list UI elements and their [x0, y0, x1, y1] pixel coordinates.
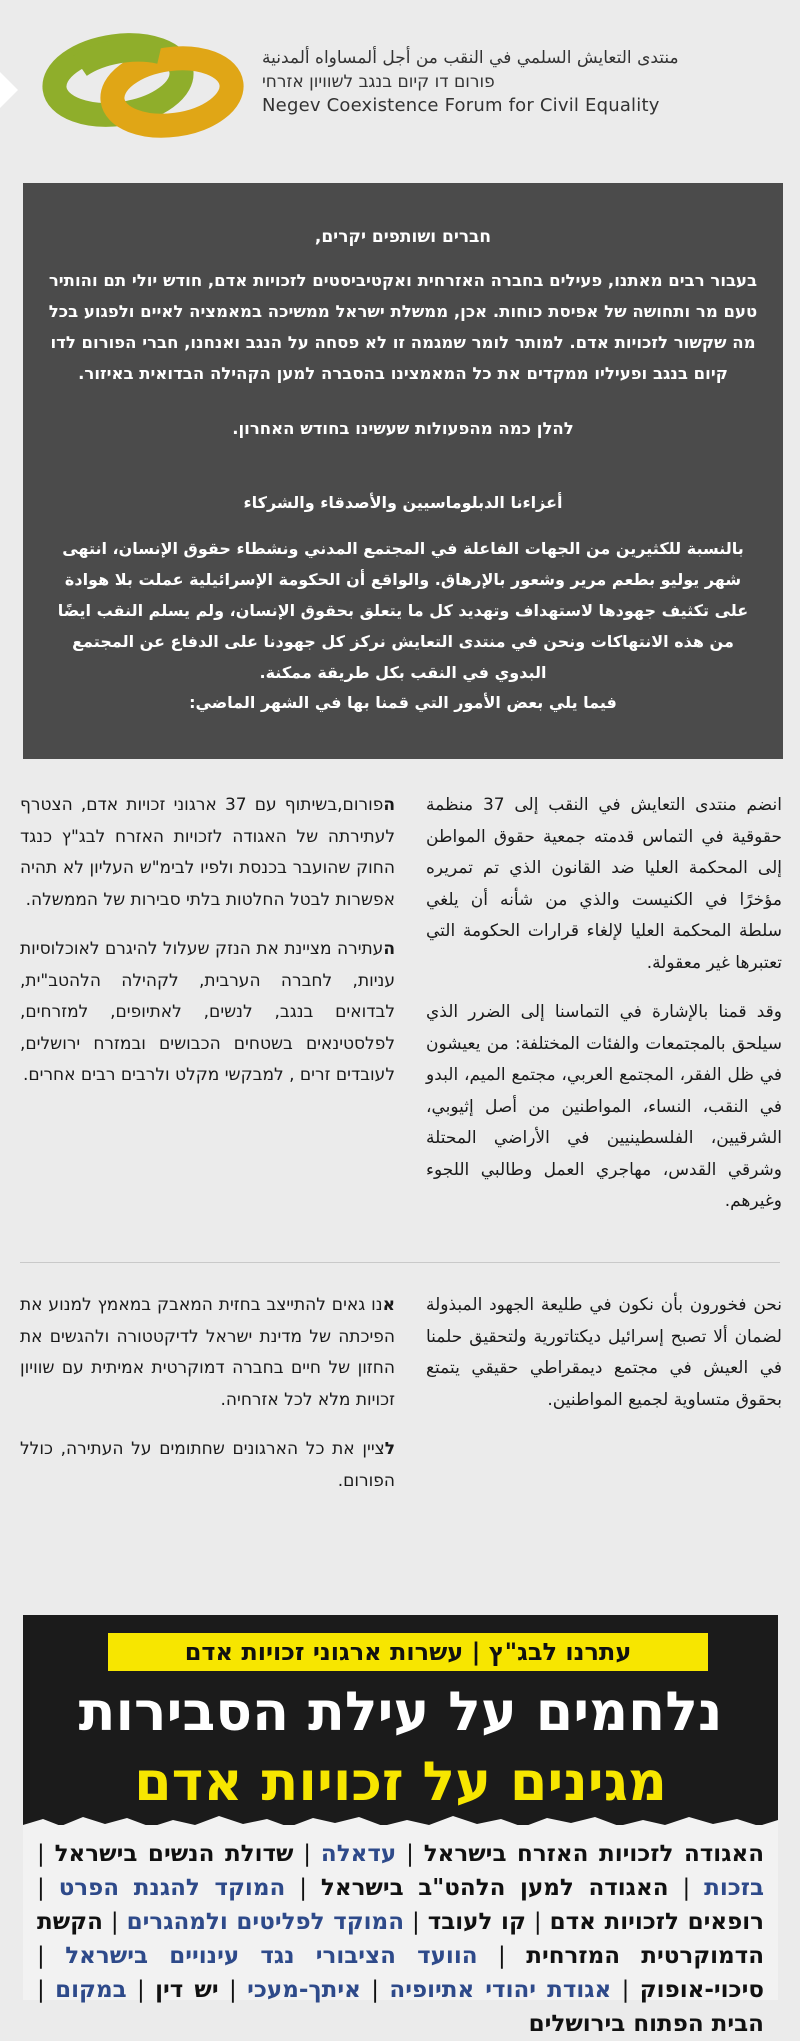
- poster-title: נלחמים על עילת הסבירות: [78, 1680, 723, 1743]
- separator: |: [126, 1977, 156, 2003]
- separator: |: [37, 1943, 66, 1969]
- greeting-arabic: أعزاءنا الدبلوماسيين والأصدقاء والشركاء: [243, 493, 563, 512]
- lead-letter: ל: [384, 1439, 395, 1459]
- poster-org-name: עדאלה: [320, 1841, 397, 1867]
- lead-letter: ה: [383, 795, 395, 815]
- democracy-section: [0, 1290, 800, 1570]
- poster-org-name: איתך-מעכי: [247, 1977, 361, 2003]
- separator: |: [477, 1943, 527, 1969]
- separator: |: [668, 1875, 705, 1901]
- separator: |: [293, 1841, 321, 1867]
- poster-org-name: אגודת יהודי אתיופיה: [389, 1977, 612, 2003]
- separator: |: [525, 1909, 550, 1935]
- paragraph-text: ציין את כל הארגונים שחתומים על העתירה, כולל הפורום.: [20, 1439, 395, 1491]
- paragraph-text: נו גאים להתייצב בחזית המאבק במאמץ למנוע את הפיכתה של מדינת ישראל לדיקטטורה ולהגשים את החזון של חיים בחברה דמוקרטית אמיתית עם שוויון זכויות מלא לכל אזרחיה.: [20, 1295, 395, 1410]
- arabic-column: [426, 1290, 782, 1434]
- poster-org-name: הבית הפתוח בירושלים: [528, 2011, 764, 2037]
- intro-subtitle-arabic: فيما يلي بعض الأمور التي قمنا بها في الشهر الماضي:: [189, 693, 617, 712]
- petition-poster: [23, 1615, 778, 2037]
- poster-banner-text: עתרנו לבג"ץ | עשרות ארגוני זכויות אדם: [184, 1638, 632, 1666]
- hebrew-column: [20, 1290, 395, 1515]
- forum-logo: [40, 30, 250, 140]
- poster-org-list: [37, 1837, 764, 2041]
- arabic-paragraph: انضم منتدى التعايش في النقب إلى 37 منظمة حقوقية في التماس قدمته جمعية حقوق المواطن إلى المحكمة العليا ضد القانون الذي تم تمريره مؤخرًا في الكنيست والذي من شأنه أن يلغي سلطة المحكمة العليا لإلغاء قرارات الحكومة التي تعتبرها غير معقولة.: [426, 795, 783, 973]
- paragraph-text: עתירה מציינת את הנזק שעלול להיגרם לאוכלוסיות עניות, לחברה הערבית, לקהילה הלהטב"ית, לבדואים בנגב, לנשים, לאתיופים, למזרחים, לפלסטינאים בשטחים הכבושים ובמזרח ירושלים, לעובדים זרים , למבקשי מקלט ולרבים רבים אחרים.: [20, 939, 395, 1085]
- poster-org-name: יש דין: [155, 1977, 219, 2003]
- poster-org-name: במקום: [55, 1977, 127, 2003]
- lead-letter: א: [382, 1295, 395, 1315]
- intro-paragraph-hebrew: בעבור רבים מאתנו, פעילים בחברה האזרחית ואקטיביסטים לזכויות אדם, חודש יולי תם והותיר טעם מר ותחושה של אפיסת כוחות. אכן, ממשלת ישראל ממשיכה במאמציה לאיים ולפגוע בכל מה שקשור לזכויות אדם. למותר לומר שמגמה זו לא פסחה על הנגב ואנחנו, חברי הפורום לדו קיום בנגב ופעיליו ממקדים את כל המאמצינו בהסברה למען הקהילה הבדואית באיזור.: [48, 271, 758, 383]
- header-arrow-icon: [0, 72, 18, 108]
- org-names: [262, 46, 767, 118]
- separator: |: [37, 1875, 59, 1901]
- org-name-english: Negev Coexistence Forum for Civil Equality: [262, 95, 660, 116]
- page-header: [0, 0, 800, 175]
- poster-org-name: שדולת הנשים בישראל: [54, 1841, 294, 1867]
- arabic-column: [426, 790, 782, 1236]
- poster-org-name: בזכות: [704, 1875, 765, 1901]
- separator: |: [37, 1977, 56, 2003]
- poster-org-name: המוקד לפליטים ולמהגרים: [126, 1909, 405, 1935]
- greeting-hebrew: חברים ושותפים יקרים,: [314, 227, 492, 247]
- poster-org-name: המוקד להגנת הפרט: [58, 1875, 286, 1901]
- intro-subtitle-hebrew: להלן כמה מהפעולות שעשינו בחודש האחרון.: [232, 419, 574, 438]
- org-name-arabic: منتدى التعايش السلمي في النقب من أجل ألمساواه ألمدنية: [262, 48, 679, 68]
- separator: |: [102, 1909, 127, 1935]
- separator: |: [285, 1875, 321, 1901]
- hebrew-paragraph: [20, 934, 395, 1092]
- hebrew-paragraph: [20, 1434, 395, 1497]
- poster-subtitle: מגינים על זכויות אדם: [134, 1750, 667, 1813]
- separator: |: [404, 1909, 428, 1935]
- poster-org-name: האגודה לזכויות האזרח בישראל: [423, 1841, 765, 1867]
- separator: |: [37, 1841, 55, 1867]
- poster-org-name: הקשת הדמוקרטית המזרחית: [37, 1909, 764, 1969]
- separator: |: [396, 1841, 424, 1867]
- separator: |: [218, 1977, 248, 2003]
- poster-banner: [108, 1633, 708, 1671]
- poster-org-name: קו לעובד: [427, 1909, 526, 1935]
- petition-section: [0, 790, 800, 1240]
- section-divider: [20, 1262, 780, 1263]
- poster-org-name: רופאים לזכויות אדם: [549, 1909, 764, 1935]
- separator: |: [611, 1977, 640, 2003]
- org-name-hebrew: פורום דו קיום בנגב לשוויון אזרחי: [262, 72, 495, 92]
- hebrew-paragraph: [20, 790, 395, 916]
- arabic-paragraph: نحن فخورون بأن نكون في طليعة الجهود المبذولة لضمان ألا تصبح إسرائيل ديكتاتورية ولتحقيق حلمنا في العيش في مجتمع ديمقراطي حقيقي يتمتع بحقوق متساوية لجميع المواطنين.: [426, 1295, 782, 1410]
- hebrew-paragraph: [20, 1290, 395, 1416]
- arabic-paragraph: وقد قمنا بالإشارة في التماسنا إلى الضرر الذي سيلحق بالمجتمعات والفئات المختلفة: من يعيشون في ظل الفقر، المجتمع العربي، مجتمع الميم، البدو في النقب، النساء، المواطنين من أصل إثيوبي، الشرقيين، الفلسطينيين في الأراضي المحتلة وشرقي القدس، مهاجري العمل وطالبي اللجوء وغيرهم.: [426, 1002, 782, 1211]
- poster-org-name: סיכוי-אופוק: [639, 1977, 764, 2003]
- poster-org-name: הוועד הציבורי נגד עינויים בישראל: [65, 1943, 478, 1969]
- intro-paragraph-arabic: بالنسبة للكثيرين من الجهات الفاعلة في المجتمع المدني ونشطاء حقوق الإنسان، انتهى شهر يوليو بطعم مرير وشعور بالإرهاق. والواقع أن الحكومة الإسرائيلية عملت بلا هوادة على تكثيف جهودها لاستهداف وتهديد كل ما يتعلق بحقوق الإنسان، ولم يسلم النقب ايضًا من هذه الانتهاكات ونحن في منتدى التعايش نركز كل جهودنا على الدفاع عن المجتمع البدوي في النقب بكل طريقة ممكنة.: [57, 539, 749, 682]
- poster-org-name: האגודה למען הלהט"ב בישראל: [320, 1875, 669, 1901]
- paragraph-text: פורום,בשיתוף עם 37 ארגוני זכויות אדם, הצטרף לעתירתה של האגודה לזכויות האזרח לבג"ץ כנגד החוק שהועבר בכנסת ולפיו לבימ"ש העליון לא תהיה אפשרות לבטל החלטות בלתי סבירות של הממשלה.: [20, 795, 395, 910]
- lead-letter: ה: [383, 939, 395, 959]
- separator: |: [360, 1977, 390, 2003]
- hebrew-column: [20, 790, 395, 1110]
- intro-box: [23, 183, 783, 759]
